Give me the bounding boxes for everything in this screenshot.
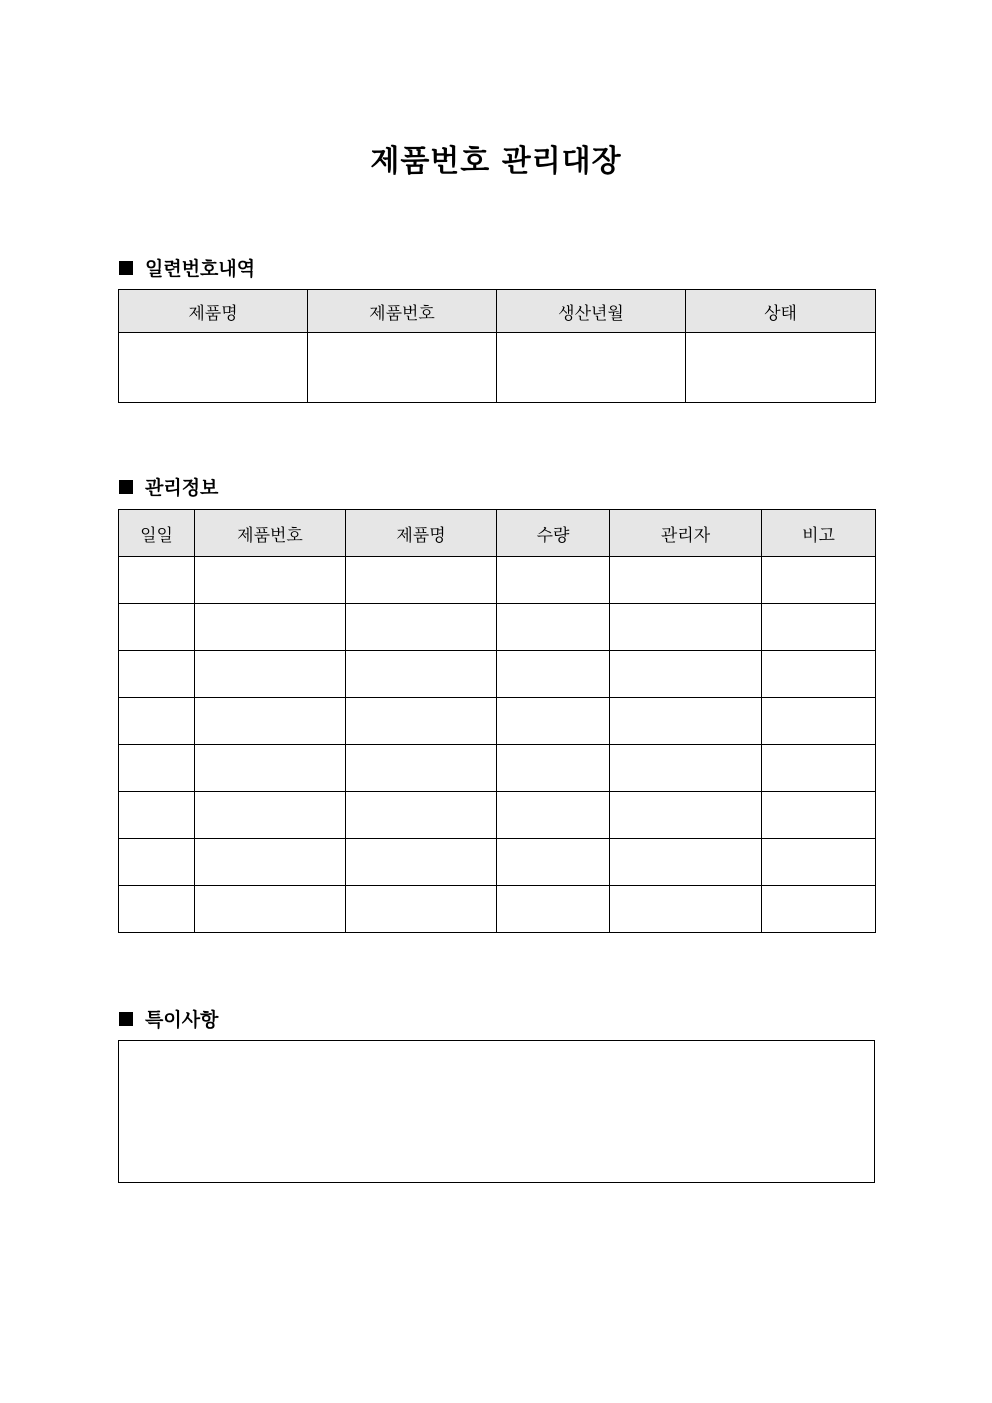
column-header-remarks: 비고	[762, 510, 876, 557]
table-cell[interactable]	[195, 651, 346, 698]
table-cell[interactable]	[610, 745, 762, 792]
serial-section-title: 일련번호내역	[145, 258, 256, 280]
table-cell[interactable]	[195, 698, 346, 745]
table-row	[119, 698, 876, 745]
column-header-production-date: 생산년월	[497, 290, 686, 333]
table-cell[interactable]	[762, 792, 876, 839]
table-cell[interactable]	[346, 557, 497, 604]
table-cell[interactable]	[346, 886, 497, 933]
table-cell[interactable]	[497, 745, 610, 792]
table-cell[interactable]	[346, 839, 497, 886]
table-cell[interactable]	[119, 839, 195, 886]
table-cell[interactable]	[497, 886, 610, 933]
table-header-row	[119, 290, 876, 333]
table-cell[interactable]	[119, 886, 195, 933]
column-header-product-number: 제품번호	[195, 510, 346, 557]
table-cell[interactable]	[686, 333, 876, 403]
table-cell[interactable]	[119, 745, 195, 792]
table-row	[119, 839, 876, 886]
table-cell[interactable]	[762, 839, 876, 886]
table-cell[interactable]	[195, 745, 346, 792]
column-header-manager: 관리자	[610, 510, 762, 557]
table-cell[interactable]	[497, 839, 610, 886]
serial-history-table	[118, 289, 876, 403]
table-cell[interactable]	[610, 557, 762, 604]
table-row	[119, 333, 876, 403]
table-cell[interactable]	[119, 792, 195, 839]
table-cell[interactable]	[195, 886, 346, 933]
table-cell[interactable]	[195, 839, 346, 886]
notes-section-heading	[119, 1005, 218, 1032]
table-row	[119, 651, 876, 698]
table-cell[interactable]	[762, 557, 876, 604]
table-cell[interactable]	[610, 651, 762, 698]
column-header-product-name: 제품명	[346, 510, 497, 557]
notes-box[interactable]	[118, 1040, 875, 1183]
table-cell[interactable]	[762, 651, 876, 698]
management-info-table	[118, 509, 876, 933]
table-cell[interactable]	[346, 745, 497, 792]
notes-section-title: 특이사항	[145, 1009, 219, 1031]
table-cell[interactable]	[762, 698, 876, 745]
table-cell[interactable]	[610, 698, 762, 745]
table-cell[interactable]	[497, 698, 610, 745]
column-header-date: 일일	[119, 510, 195, 557]
column-header-status: 상태	[686, 290, 876, 333]
table-row	[119, 604, 876, 651]
table-cell[interactable]	[119, 651, 195, 698]
management-section-title: 관리정보	[145, 477, 219, 499]
table-cell[interactable]	[346, 792, 497, 839]
table-row	[119, 745, 876, 792]
table-cell[interactable]	[195, 792, 346, 839]
table-cell[interactable]	[610, 886, 762, 933]
table-cell[interactable]	[497, 651, 610, 698]
square-bullet-icon	[119, 1012, 133, 1026]
page-title: 제품번호 관리대장	[370, 144, 622, 179]
table-cell[interactable]	[308, 333, 497, 403]
column-header-product-name: 제품명	[119, 290, 308, 333]
table-cell[interactable]	[119, 557, 195, 604]
table-row	[119, 792, 876, 839]
table-cell[interactable]	[762, 745, 876, 792]
table-cell[interactable]	[119, 698, 195, 745]
table-cell[interactable]	[497, 604, 610, 651]
square-bullet-icon	[119, 480, 133, 494]
management-section-heading	[119, 473, 218, 500]
table-cell[interactable]	[762, 886, 876, 933]
table-cell[interactable]	[346, 651, 497, 698]
table-cell[interactable]	[610, 792, 762, 839]
table-cell[interactable]	[195, 557, 346, 604]
table-header-row	[119, 510, 876, 557]
table-cell[interactable]	[610, 839, 762, 886]
table-row	[119, 557, 876, 604]
table-cell[interactable]	[762, 604, 876, 651]
square-bullet-icon	[119, 261, 133, 275]
table-cell[interactable]	[497, 792, 610, 839]
table-cell[interactable]	[497, 333, 686, 403]
table-cell[interactable]	[497, 557, 610, 604]
table-cell[interactable]	[195, 604, 346, 651]
table-row	[119, 886, 876, 933]
table-cell[interactable]	[610, 604, 762, 651]
serial-section-heading	[119, 254, 255, 281]
column-header-product-number: 제품번호	[308, 290, 497, 333]
table-cell[interactable]	[119, 604, 195, 651]
column-header-quantity: 수량	[497, 510, 610, 557]
table-cell[interactable]	[346, 604, 497, 651]
table-cell[interactable]	[119, 333, 308, 403]
table-cell[interactable]	[346, 698, 497, 745]
